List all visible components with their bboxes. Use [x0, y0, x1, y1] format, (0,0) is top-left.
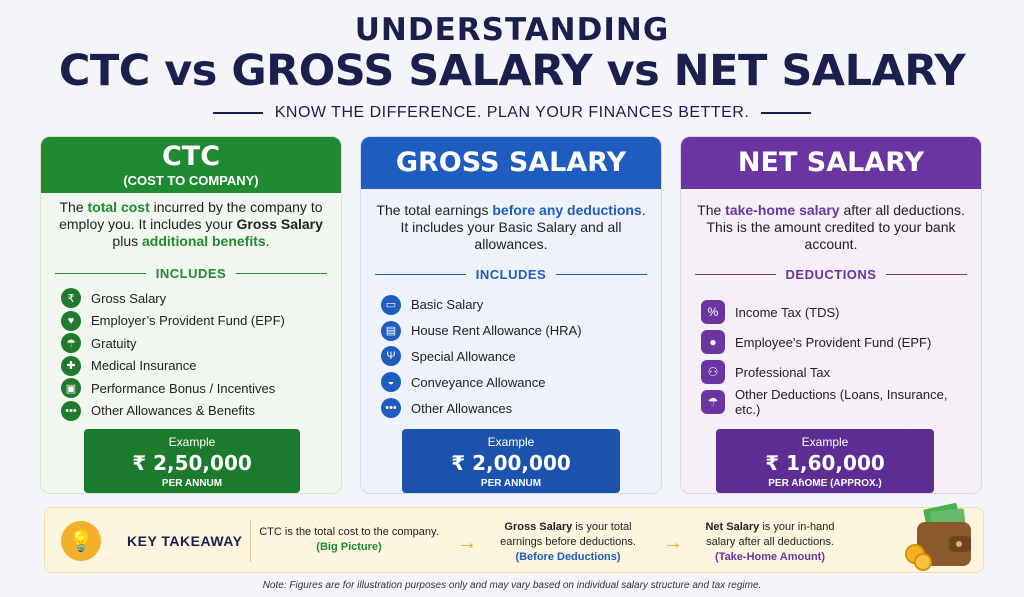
list-item [381, 292, 651, 318]
list-item [381, 369, 651, 395]
desc-text: The total earnings [376, 202, 493, 218]
divider [250, 520, 251, 562]
umbrella-icon: ☂ [701, 390, 725, 414]
card-title: GROSS SALARY [395, 147, 627, 178]
example-sub: PER ANNUM [161, 478, 223, 489]
umbrella-icon: ☂ [61, 333, 81, 353]
takeaway-text: is your total earnings before deductions. [500, 521, 636, 548]
list-item [61, 377, 331, 400]
tax-icon: % [701, 300, 725, 324]
takeaway-sub: (Take-Home Amount) [715, 551, 825, 563]
example-label: Example [801, 435, 849, 449]
wallet-money-icon [903, 502, 977, 572]
card-gross-salary [360, 136, 662, 494]
list-item [61, 400, 331, 423]
card-description [41, 199, 341, 250]
desc-text: . [265, 233, 270, 249]
desc-text: plus [112, 233, 142, 249]
example-label: Example [487, 435, 535, 449]
list-item [381, 344, 651, 370]
desc-highlight: additional benefits [142, 233, 266, 249]
example-sub: PER AɦOME (APPROX.) [768, 478, 882, 489]
example-box [716, 429, 934, 493]
cutlery-icon: Ψ [381, 346, 401, 366]
section-heading [695, 267, 967, 282]
car-icon: ◒ [381, 372, 401, 392]
list-item [701, 327, 971, 357]
card-header [41, 137, 341, 193]
footnote: Note: Figures are for illustration purposes only and may vary based on individual salary structure and tax regime. [262, 580, 762, 591]
more-icon: ••• [61, 401, 81, 421]
divider [213, 112, 263, 114]
desc-highlight: before any deductions [492, 202, 642, 218]
key-takeaway-panel [44, 507, 984, 573]
example-box [402, 429, 620, 493]
gift-icon: ▣ [61, 378, 81, 398]
item-label: Medical Insurance [91, 358, 197, 374]
section-heading [375, 267, 647, 282]
divider [761, 112, 811, 114]
list-item [381, 395, 651, 421]
list-item [61, 310, 331, 333]
list-item [381, 318, 651, 344]
example-sub: PER ANNUM [480, 478, 542, 489]
desc-highlight: take-home salary [725, 202, 840, 218]
item-label: Other Deductions (Loans, Insurance, etc.) [735, 387, 948, 417]
person-icon: ● [701, 330, 725, 354]
takeaway-sub: (Before Deductions) [515, 551, 621, 563]
desc-text: incurred by the company to employ you. It includes your [59, 199, 323, 232]
people-icon: ⚇ [701, 360, 725, 384]
rupee-icon: ₹ [61, 288, 81, 308]
item-label: Basic Salary [411, 297, 484, 313]
section-label: DEDUCTIONS [785, 267, 877, 282]
item-list [381, 292, 651, 421]
subtitle: KNOW THE DIFFERENCE. PLAN YOUR FINANCES BETTER. [274, 104, 750, 121]
item-label: Professional Tax [735, 364, 831, 380]
section-label: INCLUDES [155, 266, 227, 281]
list-item [701, 297, 971, 327]
takeaway-text: is your in-hand salary after all deductions. [706, 521, 835, 548]
card-title: CTC [161, 141, 221, 172]
wallet-icon: ▭ [381, 295, 401, 315]
item-label: Employee’s Provident Fund (EPF) [735, 334, 932, 350]
title-top: UNDERSTANDING [354, 12, 670, 48]
takeaway-gross [493, 520, 643, 565]
card-title: NET SALARY [737, 147, 925, 178]
list-item [61, 287, 331, 310]
desc-text: . It includes your Basic Salary and all allowances. [400, 202, 646, 252]
item-label: House Rent Allowance (HRA) [411, 323, 582, 339]
section-heading [55, 266, 327, 281]
item-label: Conveyance Allowance [411, 374, 546, 390]
card-header [681, 137, 981, 189]
example-value: ₹ 2,00,000 [451, 451, 571, 475]
item-label: Gratuity [91, 335, 137, 351]
card-header [361, 137, 661, 189]
item-label: Special Allowance [411, 348, 516, 364]
list-item [61, 332, 331, 355]
desc-text: The [697, 202, 726, 218]
item-list [701, 297, 971, 417]
example-label: Example [168, 435, 216, 449]
bulb-icon: 💡 [61, 521, 101, 561]
takeaway-net [695, 520, 845, 565]
medical-icon: ✚ [61, 356, 81, 376]
item-label: Other Allowances [411, 400, 513, 416]
takeaway-sub: (Big Picture) [316, 541, 382, 553]
list-item [701, 357, 971, 387]
list-item [701, 387, 971, 417]
shield-icon: ♥ [61, 311, 81, 331]
key-takeaway-label: KEY TAKEAWAY [127, 533, 243, 549]
desc-highlight: total cost [87, 199, 150, 215]
desc-bold: Gross Salary [236, 216, 323, 232]
card-subtitle: (COST TO COMPANY) [123, 173, 259, 188]
card-description [361, 202, 661, 253]
takeaway-ctc [259, 525, 439, 555]
example-value: ₹ 1,60,000 [765, 451, 885, 475]
takeaway-text: CTC is the total cost to the company. [259, 526, 439, 538]
takeaway-bold: Net Salary [705, 521, 760, 533]
desc-text: after all deductions. This is the amount credited to your bank account. [706, 202, 965, 252]
item-label: Income Tax (TDS) [735, 304, 840, 320]
section-label: INCLUDES [475, 267, 547, 282]
example-value: ₹ 2,50,000 [132, 451, 252, 475]
item-label: Performance Bonus / Incentives [91, 380, 276, 396]
list-item [61, 355, 331, 378]
item-label: Employer’s Provident Fund (EPF) [91, 313, 285, 329]
card-description [681, 202, 981, 253]
item-label: Other Allowances & Benefits [91, 403, 256, 419]
item-list [61, 287, 331, 422]
card-net-salary [680, 136, 982, 494]
cash-icon: ▤ [381, 321, 401, 341]
takeaway-bold: Gross Salary [504, 521, 573, 533]
example-box [84, 429, 300, 493]
card-ctc [40, 136, 342, 494]
arrow-right-icon: → [663, 532, 683, 554]
desc-text: The [59, 199, 88, 215]
arrow-right-icon: → [457, 532, 477, 554]
subtitle-row [0, 104, 1024, 122]
more-icon: ••• [381, 398, 401, 418]
item-label: Gross Salary [91, 290, 167, 306]
page-title: CTC vs GROSS SALARY vs NET SALARY [58, 46, 966, 96]
